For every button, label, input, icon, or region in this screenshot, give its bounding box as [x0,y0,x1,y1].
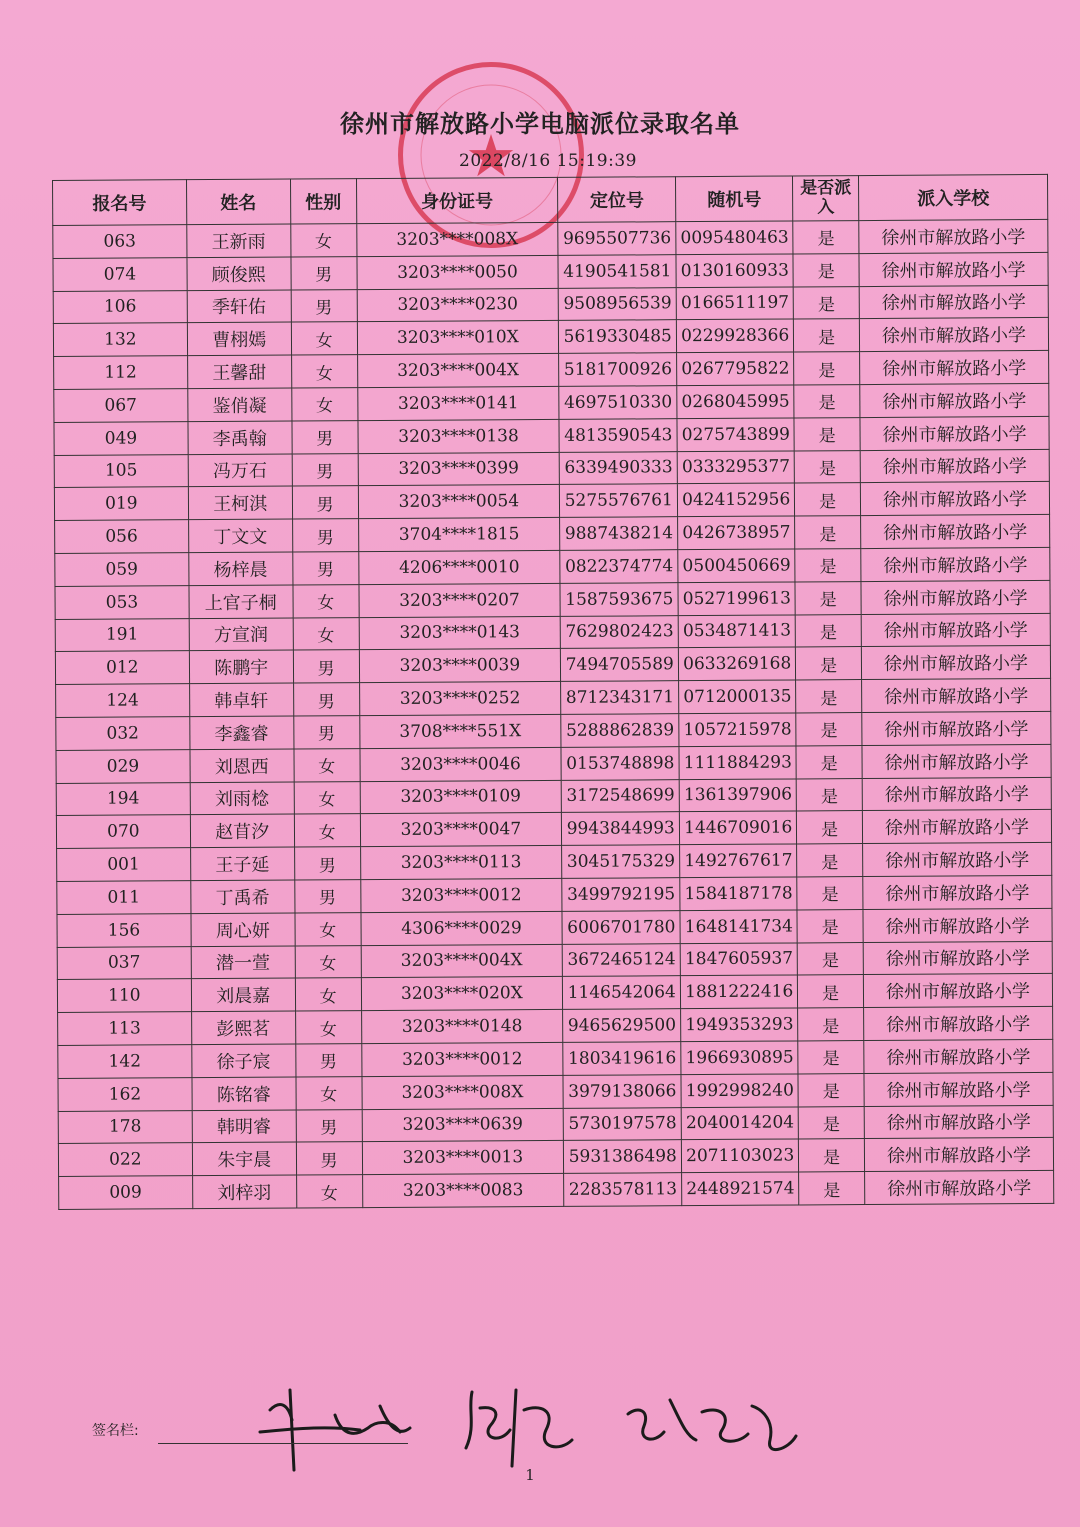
cell-reg-no: 074 [53,257,187,291]
cell-id-no: 3203****0141 [357,386,559,420]
cell-id-no: 3203****0143 [359,616,561,650]
cell-name: 李鑫睿 [190,716,294,749]
cell-assigned: 是 [797,844,863,877]
cell-assigned: 是 [797,942,863,975]
cell-locator: 3672465124 [562,943,680,977]
cell-reg-no: 063 [53,225,187,259]
seal-star-icon: ★ [465,122,517,190]
cell-id-no: 3203****0639 [362,1108,564,1142]
cell-random-no: 2071103023 [682,1139,799,1173]
cell-school: 徐州市解放路小学 [864,1072,1053,1106]
cell-assigned: 是 [797,909,863,942]
cell-id-no: 3203****0050 [357,255,559,289]
cell-assigned: 是 [799,1172,865,1205]
cell-school: 徐州市解放路小学 [862,711,1051,745]
cell-assigned: 是 [793,253,859,286]
cell-locator: 8712343171 [561,681,679,715]
cell-name: 周心妍 [191,913,295,946]
cell-gender: 男 [292,453,358,486]
cell-name: 冯万石 [188,454,292,487]
cell-gender: 女 [294,814,360,847]
cell-name: 刘梓羽 [192,1175,296,1208]
cell-school: 徐州市解放路小学 [859,252,1048,286]
cell-locator: 1587593675 [560,582,678,616]
cell-assigned: 是 [795,483,861,516]
cell-random-no: 0500450669 [678,549,795,583]
cell-id-no: 3203****0047 [360,813,562,847]
admission-table [52,174,1054,1210]
cell-assigned: 是 [793,286,859,319]
cell-id-no: 3203****0113 [360,846,562,880]
cell-assigned: 是 [796,713,862,746]
handwritten-signatures [240,1370,820,1480]
cell-reg-no: 032 [56,717,190,751]
cell-reg-no: 011 [57,881,191,915]
header-assigned: 是否派入 [793,176,859,221]
cell-locator: 0153748898 [561,746,679,780]
cell-id-no: 3203****0148 [361,1010,563,1044]
cell-assigned: 是 [796,778,862,811]
cell-random-no: 0229928366 [677,319,794,353]
cell-locator: 9508956539 [558,287,676,321]
cell-id-no: 3203****020X [361,977,563,1011]
cell-random-no: 1881222416 [681,975,798,1009]
cell-name: 韩明睿 [192,1110,296,1143]
cell-reg-no: 124 [56,684,190,718]
cell-gender: 女 [296,1175,362,1208]
cell-name: 陈鹏宇 [189,650,293,683]
cell-name: 丁禹希 [191,880,295,913]
cell-id-no: 3203****0083 [362,1174,564,1208]
cell-reg-no: 001 [57,848,191,882]
cell-random-no: 1992998240 [681,1074,798,1108]
cell-assigned: 是 [799,1139,865,1172]
cell-name: 方宣润 [189,618,293,651]
cell-id-no: 3704****1815 [358,518,560,552]
cell-school: 徐州市解放路小学 [862,777,1051,811]
cell-gender: 女 [291,388,357,421]
header-locator: 定位号 [558,177,676,223]
cell-id-no: 3708****551X [359,714,561,748]
cell-name: 丁文文 [188,519,292,552]
cell-id-no: 3203****0054 [358,485,560,519]
cell-gender: 男 [291,289,357,322]
cell-school: 徐州市解放路小学 [864,1007,1053,1041]
cell-name: 李禹翰 [188,421,292,454]
page-number: 1 [525,1466,535,1484]
cell-locator: 5288862839 [561,714,679,748]
cell-reg-no: 156 [57,913,191,947]
cell-locator: 3172548699 [561,779,679,813]
cell-id-no: 3203****004X [357,354,559,388]
cell-locator: 7629802423 [560,615,678,649]
cell-school: 徐州市解放路小学 [863,941,1052,975]
cell-id-no: 3203****0230 [357,288,559,322]
cell-random-no: 0275743899 [677,418,794,452]
cell-id-no: 3203****0252 [359,682,561,716]
cell-reg-no: 037 [57,946,191,980]
cell-gender: 女 [295,978,361,1011]
signature-label: 签名栏: [92,1423,139,1439]
cell-locator: 1146542064 [563,976,681,1010]
cell-name: 韩卓轩 [189,683,293,716]
cell-random-no: 1584187178 [680,877,797,911]
cell-reg-no: 105 [54,454,188,488]
cell-assigned: 是 [795,549,861,582]
cell-gender: 男 [293,716,359,749]
cell-school: 徐州市解放路小学 [861,547,1050,581]
cell-name: 顾俊熙 [187,257,291,290]
cell-school: 徐州市解放路小学 [862,679,1051,713]
signature-line [158,1443,408,1444]
cell-locator: 9695507736 [558,222,676,256]
document-timestamp: 2022/8/16 15:19:39 [459,151,637,171]
cell-gender: 女 [293,584,359,617]
cell-gender: 女 [293,617,359,650]
cell-locator: 4813590543 [559,418,677,452]
cell-reg-no: 178 [58,1110,192,1144]
cell-reg-no: 009 [59,1176,193,1210]
cell-random-no: 0095480463 [676,221,793,255]
cell-locator: 9887438214 [560,517,678,551]
header-id-no: 身份证号 [356,177,558,223]
cell-id-no: 4306****0029 [361,911,563,945]
cell-random-no: 0424152956 [678,483,795,517]
cell-id-no: 3203****0109 [360,780,562,814]
cell-id-no: 3203****0012 [360,878,562,912]
cell-random-no: 1057215978 [679,713,796,747]
cell-random-no: 0268045995 [677,385,794,419]
cell-gender: 女 [294,781,360,814]
cell-assigned: 是 [798,1040,864,1073]
cell-name: 潜一萱 [191,946,295,979]
cell-random-no: 1492767617 [680,844,797,878]
cell-random-no: 0130160933 [676,254,793,288]
cell-name: 陈铭睿 [192,1077,296,1110]
cell-name: 王子延 [190,847,294,880]
header-gender: 性别 [290,179,356,224]
cell-random-no: 0267795822 [677,352,794,386]
cell-gender: 女 [296,1076,362,1109]
cell-random-no: 0633269168 [679,647,796,681]
cell-gender: 女 [291,322,357,355]
cell-assigned: 是 [798,1106,864,1139]
cell-locator: 9465629500 [563,1009,681,1043]
cell-school: 徐州市解放路小学 [861,646,1050,680]
cell-gender: 男 [296,1142,362,1175]
cell-locator: 5619330485 [559,320,677,354]
cell-reg-no: 056 [55,520,189,554]
cell-gender: 女 [295,1011,361,1044]
cell-assigned: 是 [796,680,862,713]
cell-id-no: 4206****0010 [358,550,560,584]
cell-name: 季轩佑 [187,290,291,323]
table-header-row [53,174,1048,225]
cell-id-no: 3203****008X [362,1075,564,1109]
cell-school: 徐州市解放路小学 [863,875,1052,909]
cell-school: 徐州市解放路小学 [859,219,1048,253]
cell-name: 鉴俏凝 [188,388,292,421]
cell-gender: 男 [293,650,359,683]
cell-id-no: 3203****0207 [359,583,561,617]
cell-reg-no: 019 [54,487,188,521]
cell-school: 徐州市解放路小学 [861,580,1050,614]
cell-reg-no: 049 [54,421,188,455]
cell-id-no: 3203****0013 [362,1141,564,1175]
cell-school: 徐州市解放路小学 [863,908,1052,942]
cell-id-no: 3203****010X [357,321,559,355]
header-school: 派入学校 [859,174,1048,220]
cell-reg-no: 067 [54,389,188,423]
cell-school: 徐州市解放路小学 [860,416,1049,450]
cell-random-no: 1111884293 [679,746,796,780]
cell-random-no: 1648141734 [680,910,797,944]
cell-gender: 女 [295,945,361,978]
cell-assigned: 是 [798,1008,864,1041]
table-row [59,1171,1054,1210]
table-body [53,219,1054,1209]
document-title: 徐州市解放路小学电脑派位录取名单 [340,110,740,138]
cell-id-no: 3203****0138 [358,419,560,453]
cell-reg-no: 112 [54,356,188,390]
cell-random-no: 0527199613 [678,582,795,616]
cell-assigned: 是 [794,417,860,450]
cell-name: 王馨甜 [187,355,291,388]
cell-name: 上官子桐 [189,585,293,618]
cell-gender: 男 [293,683,359,716]
cell-name: 刘恩西 [190,749,294,782]
cell-locator: 6339490333 [559,451,677,485]
cell-assigned: 是 [797,876,863,909]
cell-school: 徐州市解放路小学 [864,1105,1053,1139]
cell-random-no: 0426738957 [678,516,795,550]
cell-locator: 1803419616 [563,1042,681,1076]
cell-id-no: 3203****008X [356,222,558,256]
cell-reg-no: 012 [55,651,189,685]
cell-reg-no: 132 [53,323,187,357]
cell-school: 徐州市解放路小学 [859,318,1048,352]
cell-assigned: 是 [796,647,862,680]
cell-school: 徐州市解放路小学 [863,843,1052,877]
cell-locator: 6006701780 [562,910,680,944]
cell-school: 徐州市解放路小学 [864,1039,1053,1073]
cell-locator: 5181700926 [559,353,677,387]
cell-school: 徐州市解放路小学 [864,1138,1053,1172]
cell-id-no: 3203****0039 [359,649,561,683]
cell-name: 徐子宸 [192,1044,296,1077]
cell-locator: 7494705589 [561,648,679,682]
cell-assigned: 是 [796,745,862,778]
cell-assigned: 是 [794,319,860,352]
cell-name: 赵苜汐 [190,814,294,847]
cell-school: 徐州市解放路小学 [865,1171,1054,1205]
cell-school: 徐州市解放路小学 [860,383,1049,417]
header-random-no: 随机号 [676,176,793,222]
cell-gender: 男 [292,420,358,453]
cell-school: 徐州市解放路小学 [860,482,1049,516]
cell-reg-no: 191 [55,618,189,652]
cell-locator: 2283578113 [564,1173,682,1207]
cell-random-no: 1361397906 [679,779,796,813]
cell-reg-no: 029 [56,749,190,783]
cell-locator: 3045175329 [562,845,680,879]
cell-random-no: 2448921574 [682,1172,799,1206]
cell-gender: 女 [290,224,356,257]
cell-gender: 男 [294,847,360,880]
header-name: 姓名 [186,179,290,225]
cell-gender: 女 [291,355,357,388]
cell-locator: 9943844993 [562,812,680,846]
cell-reg-no: 053 [55,585,189,619]
cell-name: 王柯淇 [188,486,292,519]
cell-assigned: 是 [795,614,861,647]
cell-school: 徐州市解放路小学 [862,744,1051,778]
cell-school: 徐州市解放路小学 [863,974,1052,1008]
cell-reg-no: 142 [58,1045,192,1079]
cell-reg-no: 110 [57,979,191,1013]
cell-reg-no: 059 [55,553,189,587]
cell-random-no: 2040014204 [681,1106,798,1140]
cell-name: 杨梓晨 [189,552,293,585]
cell-id-no: 3203****004X [361,944,563,978]
cell-random-no: 0712000135 [679,680,796,714]
cell-reg-no: 106 [53,290,187,324]
cell-reg-no: 194 [56,782,190,816]
cell-random-no: 1446709016 [680,811,797,845]
cell-name: 刘晨嘉 [191,978,295,1011]
cell-id-no: 3203****0399 [358,452,560,486]
cell-assigned: 是 [793,221,859,254]
cell-assigned: 是 [794,385,860,418]
cell-random-no: 1847605937 [680,942,797,976]
cell-gender: 男 [294,880,360,913]
cell-gender: 男 [295,1044,361,1077]
cell-random-no: 1966930895 [681,1041,798,1075]
cell-name: 曹栩嫣 [187,322,291,355]
cell-reg-no: 022 [58,1143,192,1177]
cell-school: 徐州市解放路小学 [861,515,1050,549]
cell-assigned: 是 [795,516,861,549]
cell-name: 刘雨棯 [190,782,294,815]
cell-gender: 男 [296,1109,362,1142]
cell-gender: 男 [292,519,358,552]
cell-school: 徐州市解放路小学 [859,285,1048,319]
cell-assigned: 是 [795,581,861,614]
cell-reg-no: 113 [58,1012,192,1046]
cell-locator: 0822374774 [560,550,678,584]
cell-school: 徐州市解放路小学 [862,810,1051,844]
cell-locator: 5275576761 [560,484,678,518]
cell-locator: 5931386498 [564,1140,682,1174]
cell-school: 徐州市解放路小学 [861,613,1050,647]
cell-school: 徐州市解放路小学 [860,449,1049,483]
cell-locator: 5730197578 [563,1107,681,1141]
cell-assigned: 是 [798,975,864,1008]
cell-assigned: 是 [798,1073,864,1106]
cell-random-no: 0166511197 [676,287,793,321]
header-reg-no: 报名号 [53,180,187,226]
cell-id-no: 3203****0046 [360,747,562,781]
cell-locator: 3979138066 [563,1074,681,1108]
cell-school: 徐州市解放路小学 [860,351,1049,385]
cell-gender: 男 [292,486,358,519]
cell-gender: 女 [295,912,361,945]
cell-id-no: 3203****0012 [361,1042,563,1076]
cell-random-no: 0333295377 [677,451,794,485]
cell-locator: 4190541581 [558,254,676,288]
cell-reg-no: 162 [58,1077,192,1111]
cell-assigned: 是 [797,811,863,844]
cell-locator: 3499792195 [562,878,680,912]
cell-assigned: 是 [794,450,860,483]
cell-locator: 4697510330 [559,386,677,420]
cell-random-no: 0534871413 [678,615,795,649]
cell-gender: 女 [294,748,360,781]
cell-name: 彭熙茗 [191,1011,295,1044]
cell-assigned: 是 [794,352,860,385]
cell-random-no: 1949353293 [681,1008,798,1042]
cell-name: 朱宇晨 [192,1142,296,1175]
cell-name: 王新雨 [187,224,291,257]
cell-gender: 男 [291,256,357,289]
cell-gender: 男 [292,552,358,585]
cell-reg-no: 070 [56,815,190,849]
